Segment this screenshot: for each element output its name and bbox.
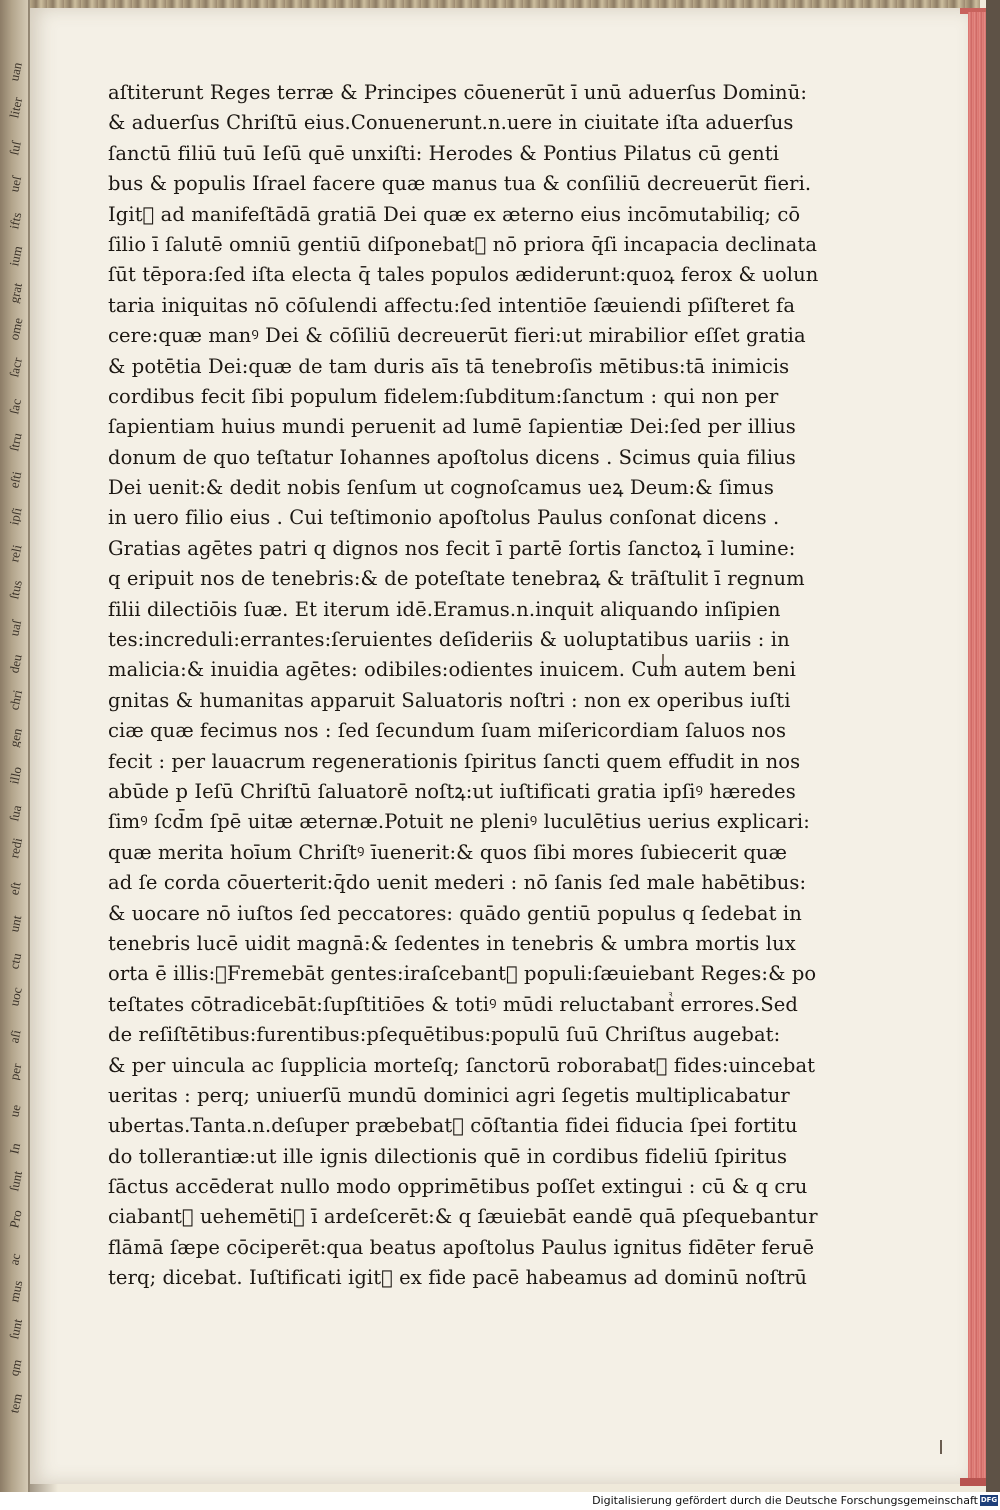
left-page-fragment: unt [6, 913, 25, 934]
text-line: ubertas.Tanta.n.deſuper præbebatᷣ cōſtantia fidei fiducia ſpei fortitu [108, 1114, 798, 1138]
left-page-fragment: reli [6, 543, 25, 564]
left-page-fragment: ueſ [6, 174, 25, 194]
left-page-fragment: ium [6, 244, 26, 268]
left-page-fragment: ue [6, 1103, 24, 1119]
text-line: filii dilectiōis ſuæ. Et iterum idē.Eramus.n.inquit aliquando inſipien [108, 597, 781, 621]
left-page-fragment: ſtru [6, 431, 25, 453]
text-line: de reſiſtētibus:furentibus:pſequētibus:populū ſuū Chriſtus augebat: [108, 1023, 781, 1047]
ink-mark [940, 1440, 942, 1454]
text-line: abūde p Ieſū Chriſtū ſaluatorē noſtꝝ:ut iuſtificati gratia ipſiꝰ hæredes [108, 779, 796, 803]
left-page-fragment: qm [6, 1357, 25, 1378]
text-line: ciæ quæ fecimus nos : ſed ſecundum ſuam miſericordiam ſaluos nos [108, 719, 787, 743]
left-page-fragment: tem [6, 1392, 25, 1415]
text-line: bus & populis Iſrael facere quæ manus tua & conſiliū decreuerūt fieri. [108, 172, 812, 196]
left-page-fragment: liter [6, 95, 26, 120]
left-page-fragment: redi [6, 836, 26, 860]
left-page-fragment: uan [6, 60, 25, 83]
text-line: Dei uenit:& dedit nobis ſenſum ut cognoſcamus ueꝝ Deum:& ſimus [108, 476, 774, 500]
page-edge-bottom [960, 1478, 986, 1486]
text-block [108, 78, 828, 1294]
left-page-fragment: ac [6, 1251, 24, 1267]
text-line: Igitᷣ ad manifeſtādā gratiā Dei quæ ex æterno eius incōmutabiliq; cō [108, 202, 801, 226]
left-page-fragment: uaſ [6, 618, 25, 638]
left-page-strip [0, 0, 30, 1492]
left-page-fragment: uoc [6, 985, 25, 1008]
left-page-fragment: ſunt [6, 1317, 26, 1341]
left-page-fragment: grat [6, 281, 26, 305]
text-line: & potētia Dei:quæ de tam duris aīs tā tenebroſis mētibus:tā inimicis [108, 354, 790, 378]
left-page-fragment: illo [6, 765, 25, 786]
text-line: flāmā ſæpe cōciperēt:qua beatus apoſtolus Paulus ignitus fidēter feruē [108, 1235, 815, 1259]
left-page-fragment: mus [6, 1279, 26, 1304]
text-line: gnitas & humanitas apparuit Saluatoris noſtri : non ex operibus iuſti [108, 688, 791, 712]
text-line: in uero filio eius . Cui teſtimonio apoſtolus Paulus conſonat dicens . [108, 506, 780, 530]
text-line: terq; dicebat. Iuſtificati igitᷣ ex fide pacē habeamus ad dominū noſtrū [108, 1266, 808, 1290]
text-line: aſtiterunt Reges terræ & Principes cōuenerūt ī unū aduerſus Dominū: [108, 81, 808, 104]
left-page-fragment: ſac [6, 397, 25, 416]
text-line: & aduerſus Chriſtū eius.Conuenerunt.n.uere in ciuitate iſta aduerſus [108, 111, 794, 135]
text-line: & uocare nō iuſtos ſed peccatores: quādo gentiū populus q ſedebat in [108, 901, 802, 925]
left-page-fragment: aſi [6, 1028, 24, 1045]
text-line: ſūt tēpora:ſed iſta electa q̄ tales populos ædiderunt:quoꝝ ferox & uolun [108, 263, 819, 287]
left-page-fragment: ome [6, 316, 26, 342]
red-page-edges [968, 12, 986, 1482]
footer-credit: Digitalisierung gefördert durch die Deutsche Forschungsgemeinschaft [592, 1494, 978, 1507]
text-line: do tollerantiæ:ut ille ignis dilectionis quē in cordibus fideliū ſpiritus [108, 1144, 788, 1168]
text-line: ſilio ī ſalutē omniū gentiū diſponebatᷣ nō priora q̄ſi incapacia declinata [108, 232, 818, 256]
left-page-fragment: ſunt [6, 1169, 26, 1193]
footer-bar [0, 1492, 1000, 1510]
left-page-fragment: ifts [6, 210, 25, 231]
text-line: ſimꝰ ſcd̄m ſpē uitæ æternæ.Potuit ne pleniꝰ luculētius uerius explicari: [108, 810, 810, 834]
left-page-fragment: ipſi [6, 506, 25, 527]
text-line: cordibus fecit ſibi populum fidelem:ſubditum:ſanctum : qui non per [108, 384, 779, 408]
right-background [986, 0, 1000, 1492]
text-line: Gratias agētes patri q dignos nos fecit ī partē ſortis ſanctoꝝ ī lumine: [108, 536, 796, 560]
text-line: ciabantᷣ uehemētiꝰ ī ardeſcerēt:& q ſæuiebāt eandē quā pſequebantur [108, 1205, 818, 1229]
text-line: ad ſe corda cōuerterit:q̄do uenit mederi : nō ſanis ſed male habētibus: [108, 871, 807, 895]
text-line: q eripuit nos de tenebris:& de poteſtate tenebraꝝ & trāſtulit ī regnum [108, 567, 805, 591]
text-line: orta ē illis:ᷣFremebāt gentes:iraſcebantᷣ populi:ſæuiebant Reges:& po [108, 962, 817, 986]
left-page-fragment: ſua [6, 803, 25, 823]
left-page-fragment: ſacr [6, 356, 25, 379]
text-line: ſapientiam huius mundi peruenit ad lumē ſapientiæ Dei:ſed per illius [108, 415, 796, 439]
left-page-fragment: per [6, 1061, 25, 1082]
text-line: ſanctū filiū tuū Ieſū quē unxiſti: Herodes & Pontius Pilatus cū genti [108, 141, 780, 165]
left-page-fragment: eſt [6, 880, 24, 897]
left-page-fragment: ſuſ [6, 139, 24, 157]
text-line: teſtates cōtradicebāt:ſupſtitiōes & totiꝰ mūdi reluctabantᷣ errores.Sed [108, 992, 799, 1016]
text-line: fecit : per lauacrum regenerationis ſpiritus ſancti quem effudit in nos [108, 749, 801, 773]
text-line: cere:quæ manꝰ Dei & cōſiliū decreuerūt fieri:ut mirabilior eſſet gratia [108, 324, 806, 348]
text-line: & per uincula ac ſupplicia morteſq; ſanctorū roborabatᷣ fides:uincebat [108, 1053, 816, 1077]
left-page-fragment: Pro [6, 1208, 25, 1230]
text-line: taria iniquitas nō cōſulendi affectu:ſed intentiōe ſæuiendi pſiſteret fa [108, 293, 796, 317]
left-page-fragment: ctu [6, 951, 25, 971]
text-line: malicia:& inuidia agētes: odibiles:odientes inuicem. Cum autem beni [108, 658, 796, 682]
text-line: quæ merita hoīum Chriſtꝰ īuenerit:& quos ſibi mores ſubiecerit quæ [108, 840, 788, 864]
left-page-fragment: ſtus [6, 578, 25, 601]
text-line: ſāctus accēderat nullo modo opprimētibus poſſet extingui : cū & q cru [108, 1175, 808, 1199]
left-page-fragment: eſti [6, 469, 25, 490]
left-page-fragment: chri [6, 688, 26, 712]
left-page-fragment: gen [6, 726, 25, 749]
text-line: tes:increduli:errantes:ſeruientes deſideriis & uoluptatibus uariis : in [108, 628, 790, 652]
text-line: tenebris lucē uidit magnā:& ſedentes in tenebris & umbra mortis lux [108, 931, 796, 955]
left-page-fragment: deu [6, 652, 25, 675]
text-line: donum de quo teſtatur Iohannes apoſtolus dicens . Scimus quia filius [108, 445, 796, 469]
dfg-logo: DFG [980, 1496, 998, 1504]
left-page-fragment: In [6, 1141, 24, 1156]
text-line: ueritas : perq; uniuerſū mundū dominici agri ſegetis multiplicabatur [108, 1083, 790, 1107]
